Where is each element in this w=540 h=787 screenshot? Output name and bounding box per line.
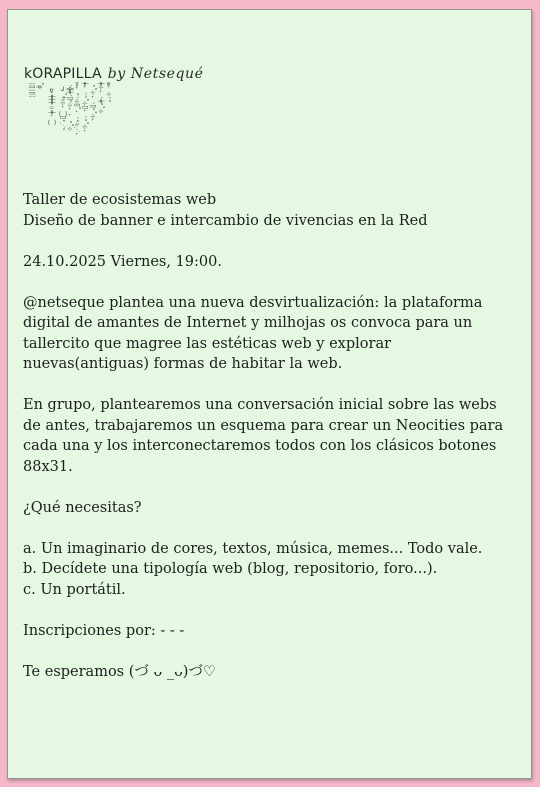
needs-item-a: a. Un imaginario de cores, textos, música, memes... Todo vale. xyxy=(23,540,483,557)
logo-byline: by Netsequé xyxy=(107,66,204,82)
logo-name: kORAPILLA xyxy=(24,66,102,82)
closing-message: Te esperamos (づ ᴗ _ᴗ)づ♡ xyxy=(23,663,216,680)
logo xyxy=(24,66,204,82)
flyer-card xyxy=(7,9,532,779)
logo-glitch-drip-decoration: ╎⌷╎⌷╎ ˚ǫ ᕓ╪╪╪▭╪ᐩ⁐ ᒍ˚ᶲ≀⊹ᐩ⁐⌷ᶦ⋰ᵒ ᶥ╬╪ᶥ⌷ᵒ⊹ᐩᐪᵒ˚⊹ ⦙≈ᐩᵒᶥ⊹⌷˚ᐩᶥᵒ⊹⋰ᐩ ╪ᐩᶥᵒ˚⊹⌷ᐩᶥᵒ˚⊹ᐩ ᵒ˚⊹ᐩᶥ⌷ᵒ˚⊹ᐩ ╪⊹ᐩᶥ╪ᵒ˚⊹ ≡ᐩ⊹ᶥᵒ xyxy=(28,82,112,139)
event-plan: En grupo, plantearemos una conversación inicial sobre las webs de antes, trabajaremos un esquema para crear un Neocities para cada una y los interconectaremos todos con los clásicos botones 88x31. xyxy=(23,397,504,475)
event-datetime: 24.10.2025 Viernes, 19:00. xyxy=(23,253,222,270)
signup-info: Inscripciones por: - - - xyxy=(23,622,185,639)
needs-item-c: c. Un portátil. xyxy=(23,581,126,598)
event-intro: @netseque plantea una nueva desvirtualización: la plataforma digital de amantes de Internet y milhojas os convoca para un tallercito que magree las estéticas web y explorar nuevas(antiguas) formas de habitar la web. xyxy=(23,294,483,372)
event-subtitle: Diseño de banner e intercambio de vivencias en la Red xyxy=(23,212,428,229)
needs-question: ¿Qué necesitas? xyxy=(23,499,142,516)
needs-item-b: b. Decídete una tipología web (blog, repositorio, foro...). xyxy=(23,561,438,577)
flyer-content xyxy=(23,190,518,682)
event-title: Taller de ecosistemas web xyxy=(23,192,217,208)
